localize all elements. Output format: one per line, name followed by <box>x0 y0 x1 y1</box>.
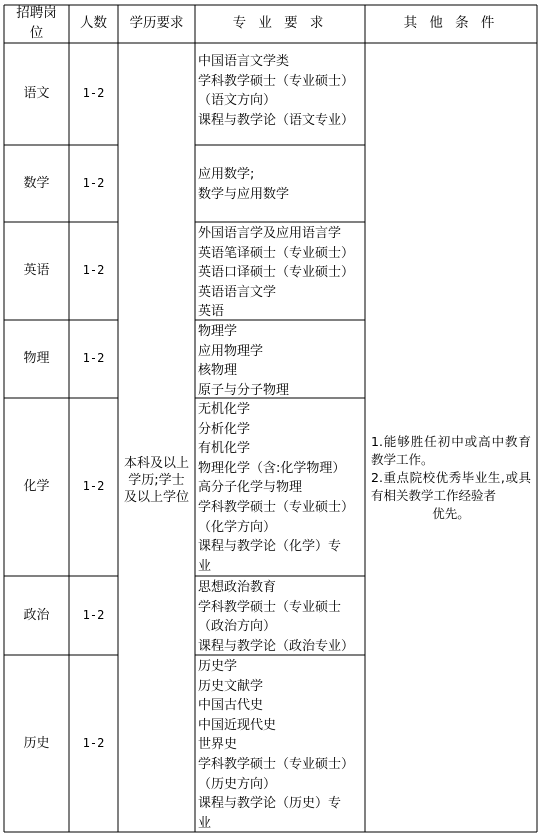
major-item: 无机化学 <box>198 402 251 417</box>
header-count: 人数 <box>80 15 107 32</box>
count-cell: 1-2 <box>82 607 105 622</box>
major-item: 英语口译硕士（专业硕士） <box>198 265 355 281</box>
major-item: （语文方向） <box>198 93 277 109</box>
condition-item: 优先。 <box>432 505 470 521</box>
major-item: 原子与分子物理 <box>198 382 290 398</box>
subject-cell: 英语 <box>23 263 50 279</box>
major-item: 业 <box>198 558 212 574</box>
condition-item: 2.重点院校优秀毕业生,或具有相关教学工作经验者 <box>371 469 531 503</box>
major-item: 外国语言学及应用语言学 <box>198 226 342 241</box>
major-item: 中国古代史 <box>198 698 264 714</box>
count-cell: 1-2 <box>82 86 105 101</box>
major-item: 历史学 <box>198 659 238 674</box>
header-major: 专 业 要 求 <box>232 15 328 32</box>
major-item: 英语笔译硕士（专业硕士） <box>198 245 355 261</box>
major-item: 课程与教学论（历史）专 <box>198 796 342 812</box>
count-cell: 1-2 <box>82 351 105 366</box>
subject-cell: 政治 <box>23 607 50 623</box>
major-item: 应用数学; <box>198 167 255 182</box>
major-item: 物理化学（含:化学物理） <box>198 460 346 476</box>
major-list <box>195 43 365 145</box>
major-item: 有机化学 <box>198 441 251 457</box>
major-item: （政治方向） <box>198 619 277 635</box>
major-item: （历史方向） <box>198 776 277 792</box>
major-item: 学科教学硕士（专业硕士） <box>198 756 355 772</box>
count-cell: 1-2 <box>82 479 105 494</box>
major-item: 中国近现代史 <box>198 717 277 733</box>
header-other: 其 他 条 件 <box>403 15 499 32</box>
major-item: 中国语言文学类 <box>198 54 290 69</box>
major-item: 英语 <box>198 304 225 320</box>
header-education: 学历要求 <box>129 15 184 32</box>
education-requirement: 本科及以上学历;学士及以上学位 <box>123 455 189 505</box>
major-item: 分析化学 <box>198 421 251 437</box>
major-item: 数学与应用数学 <box>198 186 290 202</box>
major-item: 历史文献学 <box>198 678 264 694</box>
major-list <box>195 222 365 320</box>
major-item: 物理学 <box>198 324 238 339</box>
major-item: 思想政治教育 <box>198 580 277 595</box>
major-item: 学科教学硕士（专业硕士） <box>198 73 355 89</box>
count-cell: 1-2 <box>82 263 105 278</box>
major-list <box>195 320 365 398</box>
major-list <box>195 655 365 832</box>
major-item: 英语语言文学 <box>198 284 277 300</box>
subject-cell: 语文 <box>23 86 50 102</box>
major-item: 世界史 <box>198 737 238 753</box>
major-item: 核物理 <box>198 363 238 379</box>
major-item: 课程与教学论（化学）专 <box>198 539 342 555</box>
major-item: 高分子化学与物理 <box>198 480 303 496</box>
header-position: 招聘岗位 <box>16 5 57 41</box>
other-conditions <box>365 43 537 832</box>
count-cell: 1-2 <box>82 735 105 750</box>
subject-cell: 历史 <box>23 735 50 751</box>
major-list <box>195 398 365 576</box>
major-item: 业 <box>198 815 212 831</box>
major-item: 应用物理学 <box>198 343 264 359</box>
condition-item: 1.能够胜任初中或高中教育教学工作。 <box>371 433 531 467</box>
subject-cell: 物理 <box>23 351 50 367</box>
major-list <box>195 145 365 222</box>
subject-cell: 化学 <box>23 479 50 495</box>
major-item: 学科教学硕士（专业硕士） <box>198 499 355 515</box>
major-item: （化学方向） <box>198 519 277 535</box>
major-list <box>195 576 365 655</box>
major-item: 学科教学硕士（专业硕士 <box>198 599 342 615</box>
subject-cell: 数学 <box>23 175 50 191</box>
major-item: 课程与教学论（语文专业） <box>198 112 355 128</box>
major-item: 课程与教学论（政治专业） <box>198 638 355 654</box>
count-cell: 1-2 <box>82 175 105 190</box>
